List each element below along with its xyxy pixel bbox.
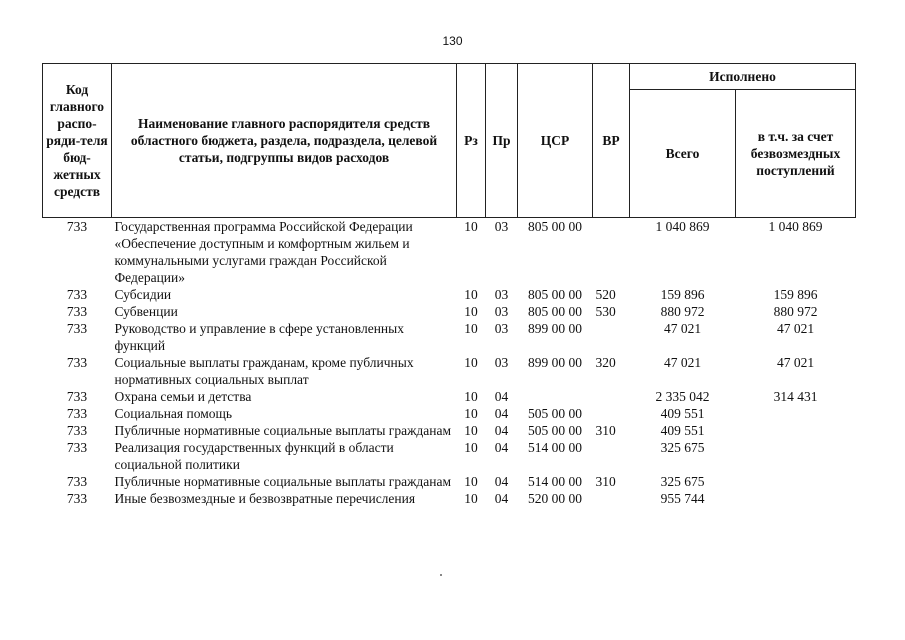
row-name: Охрана семьи и детства xyxy=(114,389,252,404)
row-rz: 10 xyxy=(464,440,478,455)
row-csr: 805 00 00 xyxy=(528,304,582,319)
row-free: 159 896 xyxy=(773,287,818,302)
row-pr: 03 xyxy=(494,321,509,336)
row-csr: 505 00 00 xyxy=(528,406,582,421)
row-pr: 04 xyxy=(494,389,509,404)
row-code: 733 xyxy=(66,491,88,506)
row-vr: 530 xyxy=(595,304,616,319)
row-free xyxy=(736,422,856,439)
row-name: Субсидии xyxy=(114,287,172,302)
header-pr: Пр xyxy=(486,64,518,218)
row-code: 733 xyxy=(66,406,88,421)
row-free: 47 021 xyxy=(776,321,815,336)
row-csr: 899 00 00 xyxy=(528,355,582,370)
row-pr: 04 xyxy=(494,491,509,506)
row-pr: 03 xyxy=(494,219,509,234)
row-free xyxy=(736,490,856,507)
row-name: Публичные нормативные социальные выплаты гражданам xyxy=(114,474,452,489)
row-rz: 10 xyxy=(464,389,478,404)
table-row xyxy=(43,473,856,490)
row-csr: 514 00 00 xyxy=(528,474,582,489)
row-total: 2 335 042 xyxy=(655,389,710,404)
row-pr: 03 xyxy=(494,355,509,370)
row-csr: 514 00 00 xyxy=(528,440,582,455)
table-row xyxy=(43,439,856,473)
row-name: Государственная программа Российской Федерации «Обеспечение доступным и комфортным жильем и коммунальными услугами граждан Российской Федерации» xyxy=(114,219,413,285)
scan-speck xyxy=(440,574,442,576)
row-code: 733 xyxy=(66,474,88,489)
row-total: 409 551 xyxy=(660,406,705,421)
row-pr: 03 xyxy=(494,287,509,302)
row-free xyxy=(736,473,856,490)
row-rz: 10 xyxy=(464,474,478,489)
row-name: Публичные нормативные социальные выплаты гражданам xyxy=(114,423,452,438)
row-name: Социальная помощь xyxy=(114,406,233,421)
row-total: 325 675 xyxy=(660,440,705,455)
row-rz: 10 xyxy=(464,406,478,421)
row-total: 880 972 xyxy=(660,304,705,319)
row-vr xyxy=(593,490,630,507)
row-vr xyxy=(593,320,630,354)
row-free: 314 431 xyxy=(773,389,818,404)
row-code: 733 xyxy=(66,219,88,234)
header-name: Наименование главного распорядителя средств областного бюджета, раздела, подраздела, целевой статьи, подгруппы видов расходов xyxy=(112,64,457,218)
row-csr xyxy=(518,388,593,405)
row-name: Иные безвозмездные и безвозвратные перечисления xyxy=(114,491,416,506)
row-rz: 10 xyxy=(464,287,478,302)
row-pr: 04 xyxy=(494,423,509,438)
row-vr: 310 xyxy=(595,423,616,438)
row-csr: 520 00 00 xyxy=(528,491,582,506)
row-name: Социальные выплаты гражданам, кроме публичных нормативных социальных выплат xyxy=(114,355,414,387)
row-total: 47 021 xyxy=(663,355,702,370)
table-row xyxy=(43,490,856,507)
header-total: Всего xyxy=(630,90,736,218)
row-rz: 10 xyxy=(464,219,478,234)
row-total: 409 551 xyxy=(660,423,705,438)
header-code: Код главного распо-ряди-теля бюд-жетных средств xyxy=(43,64,112,218)
row-name: Реализация государственных функций в области социальной политики xyxy=(114,440,394,472)
row-code: 733 xyxy=(66,389,88,404)
row-vr xyxy=(593,405,630,422)
row-pr: 03 xyxy=(494,304,509,319)
row-code: 733 xyxy=(66,287,88,302)
header-executed: Исполнено xyxy=(630,64,856,90)
page-number: 130 xyxy=(442,34,463,48)
row-total: 47 021 xyxy=(663,321,702,336)
row-total: 1 040 869 xyxy=(655,219,710,234)
row-rz: 10 xyxy=(464,423,478,438)
header-rz: Рз xyxy=(457,64,486,218)
table-row xyxy=(43,388,856,405)
row-name: Руководство и управление в сфере установленных функций xyxy=(114,321,404,353)
budget-table xyxy=(42,63,856,507)
row-vr: 520 xyxy=(595,287,616,302)
row-rz: 10 xyxy=(464,355,478,370)
row-free: 1 040 869 xyxy=(768,219,823,234)
table-row xyxy=(43,286,856,303)
row-vr xyxy=(593,439,630,473)
row-rz: 10 xyxy=(464,491,478,506)
row-pr: 04 xyxy=(494,440,509,455)
row-free xyxy=(736,405,856,422)
row-csr: 505 00 00 xyxy=(528,423,582,438)
row-vr xyxy=(593,218,630,287)
row-vr xyxy=(593,388,630,405)
row-csr: 899 00 00 xyxy=(528,321,582,336)
table-row xyxy=(43,422,856,439)
table-row xyxy=(43,405,856,422)
row-csr: 805 00 00 xyxy=(528,287,582,302)
row-pr: 04 xyxy=(494,406,509,421)
row-total: 325 675 xyxy=(660,474,705,489)
row-free: 880 972 xyxy=(773,304,818,319)
row-free xyxy=(736,439,856,473)
header-free: в т.ч. за счет безвозмездных поступлений xyxy=(736,90,856,218)
table-body xyxy=(43,218,856,508)
row-total: 159 896 xyxy=(660,287,705,302)
row-code: 733 xyxy=(66,304,88,319)
header-csr: ЦСР xyxy=(518,64,593,218)
row-free: 47 021 xyxy=(776,355,815,370)
row-total: 955 744 xyxy=(660,491,705,506)
row-vr: 320 xyxy=(595,355,616,370)
row-pr: 04 xyxy=(494,474,509,489)
row-code: 733 xyxy=(66,423,88,438)
row-rz: 10 xyxy=(464,321,478,336)
row-rz: 10 xyxy=(464,304,478,319)
row-code: 733 xyxy=(66,355,88,370)
row-vr: 310 xyxy=(595,474,616,489)
row-csr: 805 00 00 xyxy=(528,219,582,234)
table-row xyxy=(43,354,856,388)
row-name: Субвенции xyxy=(114,304,178,319)
row-code: 733 xyxy=(66,440,88,455)
table-row xyxy=(43,320,856,354)
header-vr: ВР xyxy=(593,64,630,218)
table-row xyxy=(43,218,856,287)
table-row xyxy=(43,303,856,320)
row-code: 733 xyxy=(66,321,88,336)
